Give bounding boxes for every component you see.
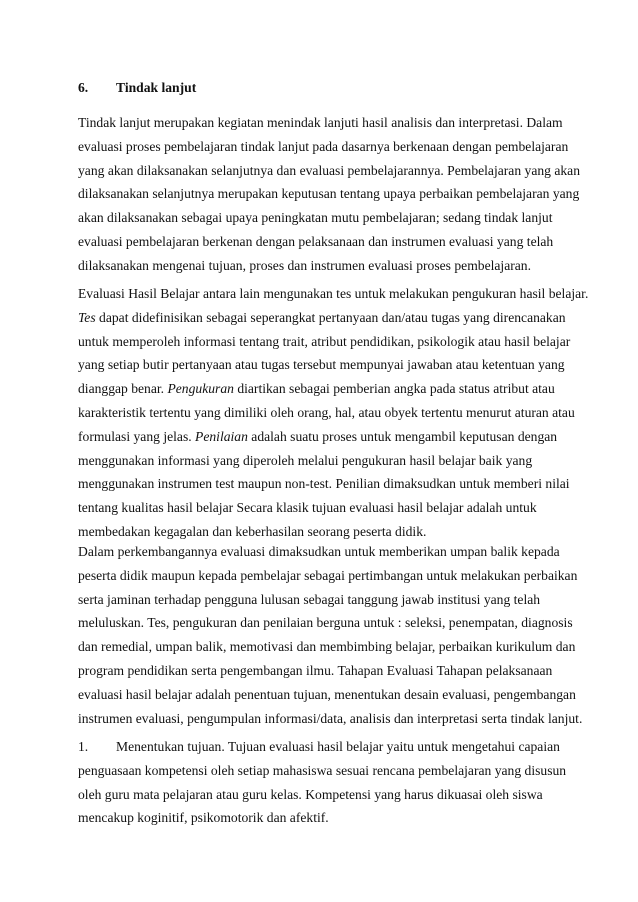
text-line: evaluasi hasil belajar adalah penentuan tujuan, menentukan desain evaluasi, pengembangan [78,686,576,702]
term-pengukuran: Pengukuran [167,381,234,397]
text-line: penguasaan kompetensi oleh setiap mahasiswa sesuai rencana pembelajaran yang disusun [78,762,567,778]
text-line: program pendidikan serta pengembangan ilmu. Tahapan Evaluasi Tahapan pelaksanaan [78,662,553,678]
text-line: akan dilaksanakan sebagai upaya peningkatan mutu pembelajaran; sedang tindak lanjut [78,210,553,226]
text-line: formulasi yang jelas. Penilaian adalah suatu proses untuk mengambil keputusan dengan [78,428,558,444]
text-line: evaluasi proses pembelajaran tindak lanjut pada dasarnya berkenaan dengan pembelajaran [78,138,569,154]
term-tes: Tes [78,309,96,325]
paragraph-tindak-lanjut [78,111,581,278]
text-line: menggunakan informasi yang diperoleh melalui pengukuran hasil belajar baik yang [78,452,533,468]
text-line: dianggap benar. Pengukuran diartikan sebagai pemberian angka pada status atribut atau [78,381,555,397]
text-line: Tindak lanjut merupakan kegiatan menindak lanjuti hasil analisis dan interpretasi. Dalam [78,115,563,130]
text-line: evaluasi pembelajaran berkenan dengan pelaksanaan dan instrumen evaluasi yang telah [78,233,554,249]
text-line: dilaksanakan selanjutnya merupakan keputusan tentang upaya perbaikan pembelajaran yang [78,186,580,202]
paragraph-perkembangan-evaluasi [78,540,583,730]
text-line: serta jaminan terhadap pengguna lulusan sebagai tanggung jawab institusi yang telah [78,591,541,607]
text-line: oleh guru mata pelajaran atau guru kelas. Kompetensi yang harus dikuasai oleh siswa [78,786,543,802]
text-line: Tes dapat didefinisikan sebagai seperangkat pertanyaan dan/atau tugas yang direncanakan [78,309,566,325]
section-title: Tindak lanjut [116,80,197,95]
text-line: tentang kualitas hasil belajar Secara klasik tujuan evaluasi hasil belajar adalah untuk [78,500,537,516]
text-line: Evaluasi Hasil Belajar antara lain mengunakan tes untuk melakukan pengukuran hasil belajar. [78,286,589,301]
section-heading [78,78,196,98]
text-line: karakteristik tertentu yang dimiliki oleh orang, hal, atau obyek tertentu menurut aturan atau [78,404,575,420]
text-line: Dalam perkembangannya evaluasi dimaksudkan untuk memberikan umpan balik kepada [78,544,560,559]
text-line: yang setiap butir pertanyaan atau tugas tersebut mempunyai jawaban atau ketentuan yang [78,357,565,373]
text-line: meluluskan. Tes, pengukuran dan penilaian berguna untuk : seleksi, penempatan, diagnosis [78,615,573,631]
text-line: membedakan kegagalan dan keberhasilan seorang peserta didik. [78,523,427,539]
text-line: dan remedial, umpan balik, memotivasi dan membimbing belajar, perbaikan kurikulum dan [78,639,576,655]
text-line: peserta didik maupun kepada pembelajar sebagai pertimbangan untuk melakukan perbaikan [78,567,578,583]
text-line: 1. Menentukan tujuan. Tujuan evaluasi hasil belajar yaitu untuk mengetahui capaian [78,735,578,759]
section-number: 6. [78,80,89,95]
text-line: mencakup koginitif, psikomotorik dan afektif. [78,810,329,826]
text-line: yang akan dilaksanakan selanjutnya dan evaluasi pembelajarannya. Pembelajaran yang akan [78,162,581,178]
paragraph-evaluasi-hasil-belajar [78,282,589,544]
list-number: 1. [78,739,89,754]
text-line: instrumen evaluasi, pengumpulan informasi/data, analisis dan interpretasi serta tindak lanjut. [78,710,583,726]
text-line: untuk memperoleh informasi tentang trait, atribut pendidikan, psikologik atau hasil belajar [78,333,571,349]
term-penilaian: Penilaian [195,428,248,444]
text-line: menggunakan instrumen test maupun non-test. Penilian dimaksudkan untuk memberi nilai [78,476,570,492]
text-line: dilaksanakan mengenai tujuan, proses dan instrumen evaluasi proses pembelajaran. [78,257,531,273]
list-item-menentukan-tujuan [78,735,578,830]
